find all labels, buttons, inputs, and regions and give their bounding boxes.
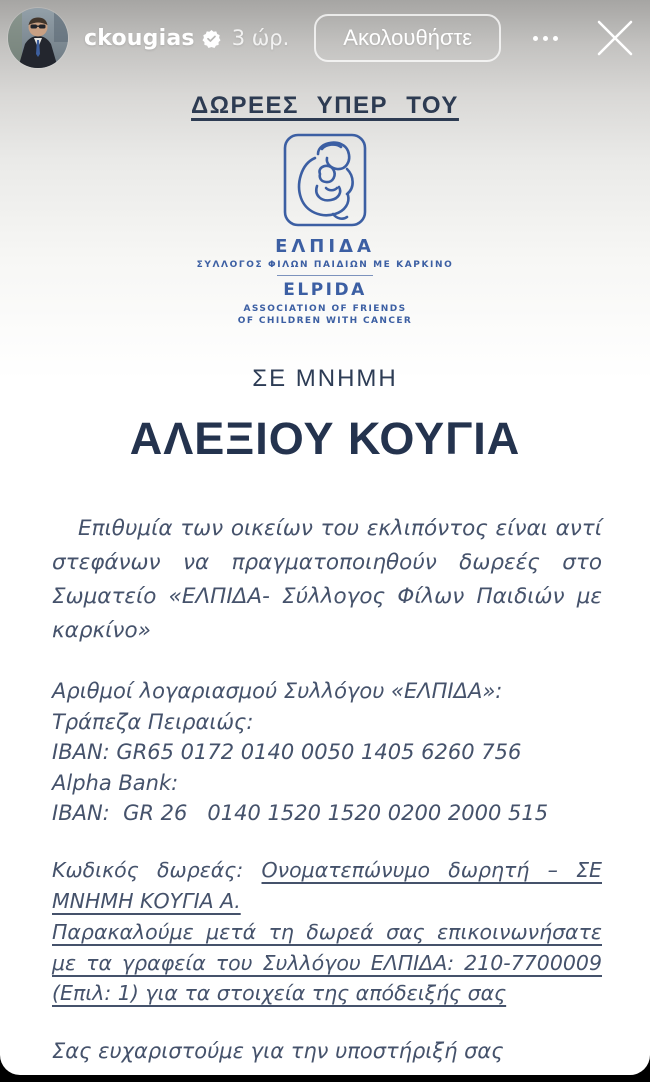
username[interactable]: ckougias xyxy=(84,25,195,51)
document-title: ΔΩΡΕΕΣ ΥΠΕΡ ΤΟΥ xyxy=(191,92,459,119)
follow-button[interactable]: Ακολουθήστε xyxy=(314,14,501,62)
wish-paragraph: Επιθυμία των οικείων του εκλιπόντος είναι αντί στεφάνων να πραγματοποιηθούν δωρεές στο Σωματείο «ΕΛΠΙΔΑ- Σύλλογος Φίλων Παιδιών με καρκίνο» xyxy=(52,516,602,643)
close-icon[interactable] xyxy=(594,17,636,59)
logo-divider xyxy=(277,275,373,276)
more-options-icon[interactable] xyxy=(531,28,560,49)
donation-code-value: Ονοματεπώνυμο δωρητή – ΣΕ ΜΝΗΜΗ ΚΟΥΓΙΑ Α. xyxy=(52,858,602,914)
elpida-logo xyxy=(0,132,650,327)
verified-badge-icon xyxy=(202,29,221,48)
in-memory-label: ΣΕ ΜΝΗΜΗ xyxy=(252,365,398,393)
logo-name-english: ELPIDA xyxy=(283,280,367,300)
logo-subtitle-english: ASSOCIATION OF FRIENDS OF CHILDREN WITH CANCER xyxy=(237,304,413,327)
logo-subtitle-greek: ΣΥΛΛΟΓΟΣ ΦΙΛΩΝ ΠΑΙΔΙΩΝ ΜΕ ΚΑΡΚΙΝΟ xyxy=(196,260,454,270)
thanks-line: Σας ευχαριστούμε για την υποστήριξή σας xyxy=(52,1039,504,1064)
donation-code-block xyxy=(52,855,602,1009)
deceased-name: ΑΛΕΞΙΟΥ ΚΟΥΓΙΑ xyxy=(129,413,521,465)
iban-piraeus: IBAN: GR65 0172 0140 0050 1405 6260 756 xyxy=(52,740,522,765)
logo-name-greek: ΕΛΠΙΔΑ xyxy=(275,236,375,257)
bank-name-piraeus: Τράπεζα Πειραιώς: xyxy=(52,709,254,734)
mother-child-logo-icon xyxy=(281,132,369,229)
iban-alpha: IBAN: GR 26 0140 1520 1520 0200 2000 515 xyxy=(52,801,549,826)
bank-name-alpha: Alpha Bank: xyxy=(52,770,179,795)
story-header xyxy=(8,8,636,68)
donation-instructions: Παρακαλούμε μετά τη δωρεά σας επικοινωνήσατε με τα γραφεία του Συλλόγου ΕΛΠΙΔΑ: 210-7700009 (Επιλ: 1) για τα στοιχεία της απόδειξής σας xyxy=(52,919,602,1006)
accounts-heading: Αριθμοί λογαριασμού Συλλόγου «ΕΛΠΙΔΑ»: xyxy=(52,679,503,704)
story-timestamp: 3 ώρ. xyxy=(231,26,290,50)
bank-accounts-block xyxy=(52,676,602,828)
avatar[interactable] xyxy=(8,8,68,68)
donation-code-label: Κωδικός δωρεάς: xyxy=(52,858,262,883)
avatar-photo xyxy=(8,8,68,68)
